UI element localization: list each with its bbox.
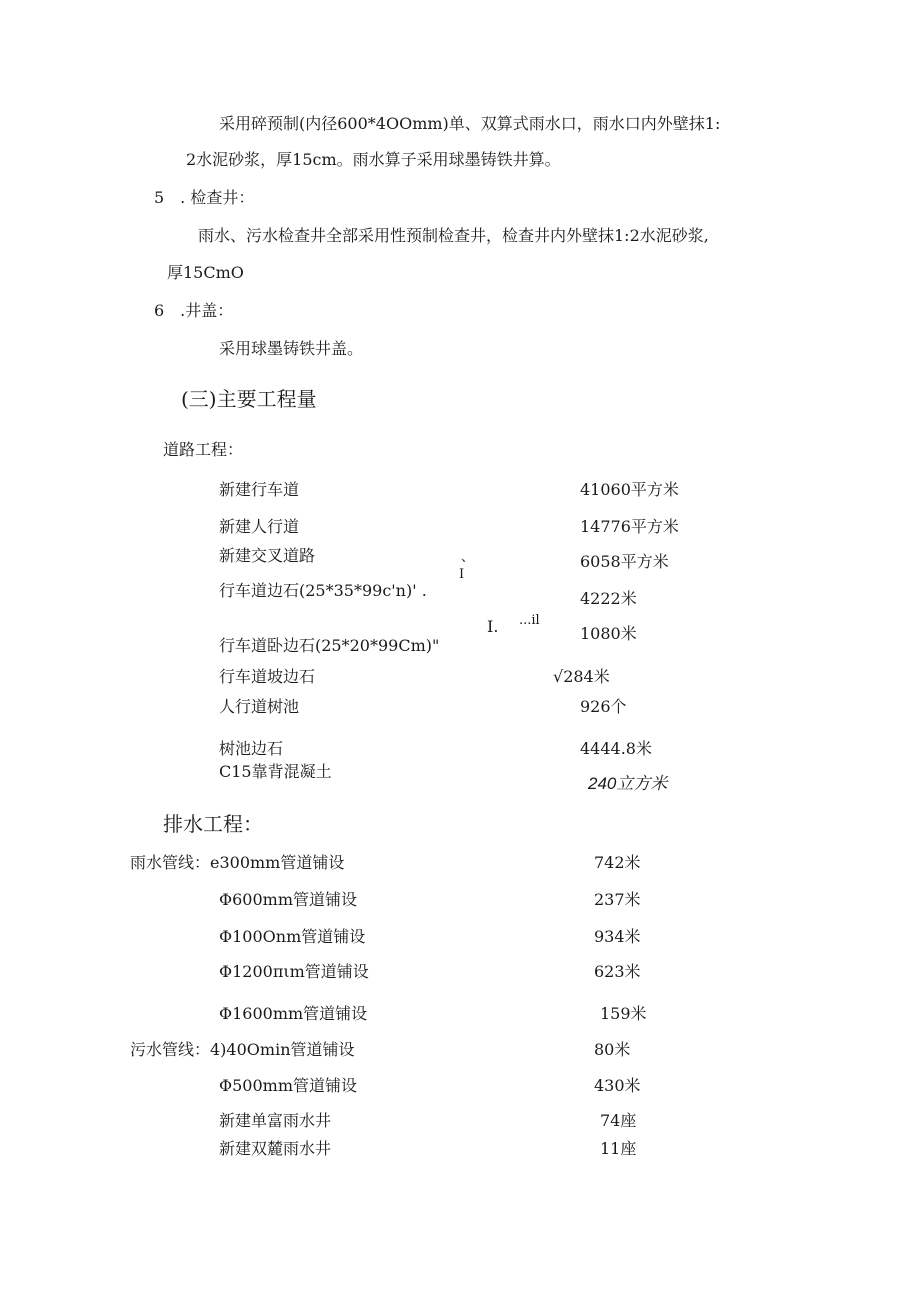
drain-item-qty: 74座 — [600, 1111, 637, 1130]
drain-item-name: 新建单富雨水井 — [219, 1111, 332, 1130]
drain-item-name: Φ1200πιm管道铺设 — [219, 962, 369, 981]
drain-item-name: Φ1600mm管道铺设 — [219, 1004, 368, 1023]
drain-item-qty: 80米 — [594, 1040, 631, 1059]
drain-item-qty: 934米 — [594, 927, 641, 946]
drain-item-qty: 742米 — [594, 853, 641, 872]
road-item-qty: √284米 — [553, 667, 610, 686]
road-item-name: 新建人行道 — [219, 517, 300, 536]
section-3-heading: (三)主要工程量 — [181, 387, 317, 411]
road-item-qty: 6058平方米 — [580, 552, 669, 571]
road-item-name: 行车道坡边石 — [219, 667, 316, 686]
drain-pipe-group-label: 污水管线： — [130, 1040, 211, 1059]
road-item-name: 新建交叉道路 — [219, 546, 316, 565]
drain-item-qty: 237米 — [594, 890, 641, 909]
road-item-qty: 4444.8米 — [580, 739, 652, 758]
section-6-heading: 6 .井盖： — [154, 301, 234, 320]
road-item-qty: 926个 — [580, 697, 627, 716]
road-item-qty: 1080米 — [580, 624, 637, 643]
drain-item-qty: 11座 — [600, 1139, 637, 1158]
section-5-line-1: 雨水、污水检查井全部采用性预制检查井，检查井内外壁抹1:2水泥砂浆, — [198, 226, 709, 245]
drain-item-name: 新建双麓雨水井 — [219, 1139, 332, 1158]
drain-heading: 排水工程： — [163, 812, 263, 836]
scan-artifact-mark: 、 — [461, 550, 475, 565]
road-item-name: 树池边石 — [219, 739, 284, 758]
drain-item-name: 4)40Omin管道铺设 — [210, 1040, 355, 1059]
section-5-heading: 5 . 检查井： — [154, 188, 255, 207]
intro-line-2: 2水泥砂浆，厚15cm。雨水算子采用球墨铸铁井算。 — [186, 150, 561, 169]
road-item-name: C15靠背混凝土 — [219, 762, 332, 781]
road-item-name: 人行道树池 — [219, 697, 300, 716]
road-item-qty: 41060平方米 — [580, 480, 679, 499]
scan-artifact-mark: I. — [487, 617, 499, 636]
drain-item-name: e300mm管道铺设 — [210, 853, 345, 872]
section-5-line-2: 厚15CmO — [167, 263, 244, 282]
drain-item-qty: 623米 — [594, 962, 641, 981]
scan-artifact-mark: I — [459, 567, 465, 582]
drain-pipe-group-label: 雨水管线： — [130, 853, 211, 872]
road-item-name: 新建行车道 — [219, 480, 300, 499]
road-item-qty: 240立方米 — [588, 774, 668, 793]
road-item-name: 行车道边石(25*35*99c'n)' . — [219, 581, 427, 600]
road-item-qty: 4222米 — [580, 589, 637, 608]
road-item-qty: 14776平方米 — [580, 517, 679, 536]
scan-artifact-mark: ...il — [519, 613, 540, 628]
section-6-line-1: 采用球墨铸铁井盖。 — [219, 339, 364, 358]
drain-item-name: Φ100Onm管道铺设 — [219, 927, 366, 946]
drain-item-name: Φ600mm管道铺设 — [219, 890, 358, 909]
intro-line-1: 采用碎预制(内径600*4OOmm)单、双算式雨水口，雨水口内外壁抹1: — [219, 114, 721, 133]
drain-item-qty: 430米 — [594, 1076, 641, 1095]
drain-item-qty: 159米 — [600, 1004, 647, 1023]
road-heading: 道路工程： — [163, 440, 244, 459]
road-item-name: 行车道卧边石(25*20*99Cm)" — [219, 636, 440, 655]
drain-item-name: Φ500mm管道铺设 — [219, 1076, 358, 1095]
